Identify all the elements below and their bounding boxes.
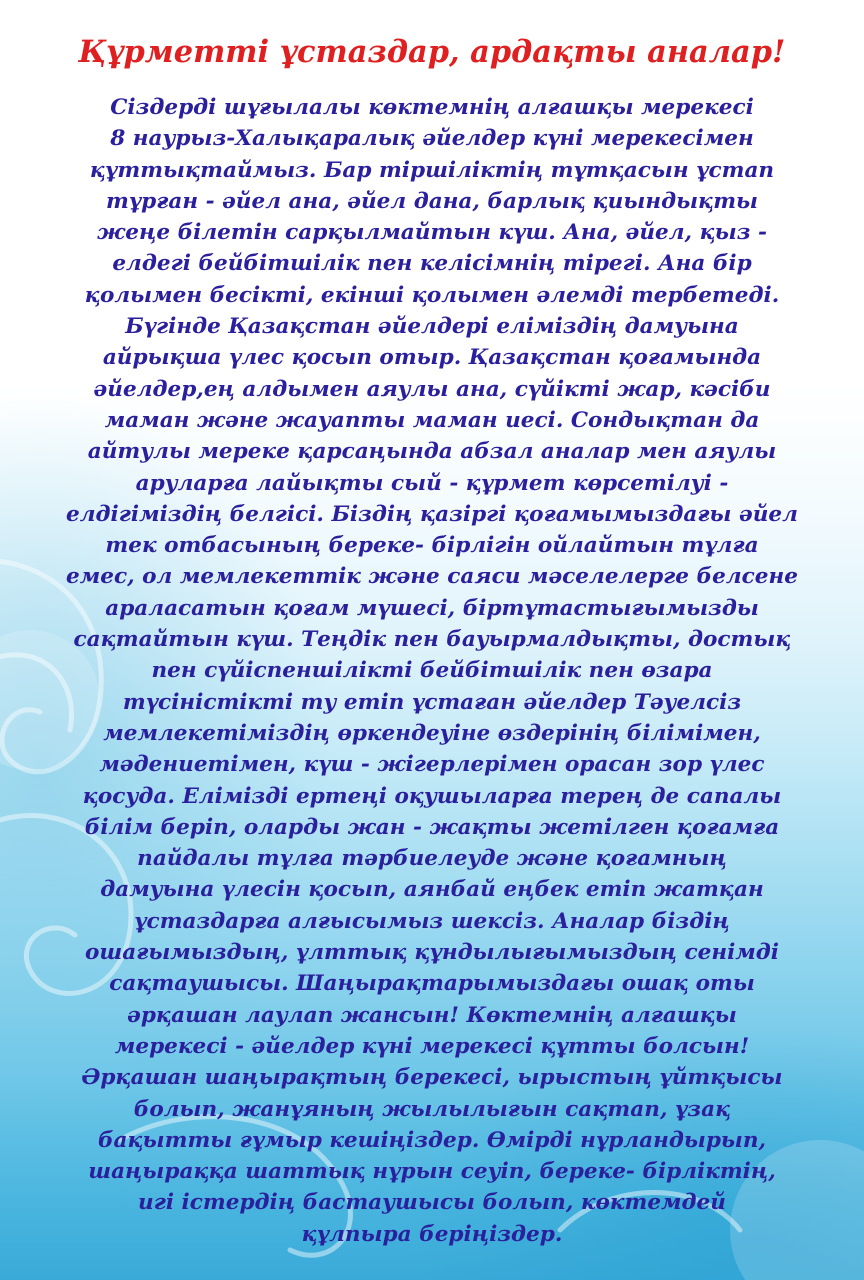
greeting-body-line: мерекесі - әйелдер күні мерекесі құтты болсын! xyxy=(114,1033,750,1059)
greeting-body-line: жеңе білетін сарқылмайтын күш. Ана, әйел, қыз - xyxy=(97,220,767,246)
greeting-body-line: игі істердің бастаушысы болып, көктемдей xyxy=(138,1190,726,1216)
greeting-body-line: араласатын қоғам мүшесі, біртұтастығымызды xyxy=(105,595,759,621)
greeting-body-line: айрықша үлес қосып отыр. Қазақстан қоғамында xyxy=(102,345,762,371)
greeting-body-line: Әрқашан шаңырақтың берекесі, ырыстың ұйтқысы xyxy=(81,1065,783,1091)
greeting-body-line: тек отбасының береке- бірлігін ойлайтын тұлға xyxy=(105,533,759,559)
greeting-body-line: қосуда. Елімізді ертеңі оқушыларға терең де сапалы xyxy=(82,783,782,809)
greeting-body-line: емес, ол мемлекеттік және саяси мәселелерге белсене xyxy=(66,564,798,590)
greeting-body-line: пайдалы тұлға тәрбиелеуде және қоғамның xyxy=(137,846,727,872)
greeting-body-line: мәдениетімен, күш - жігерлерімен орасан зор үлес xyxy=(99,752,765,778)
greeting-body-line: түсіністікті ту етіп ұстаған әйелдер Тәуелсіз xyxy=(122,689,742,715)
greeting-body-line: елдігіміздің белгісі. Біздің қазіргі қоғамымыздағы әйел xyxy=(66,501,798,527)
greeting-body-line: 8 наурыз-Халықаралық әйелдер күні мерекесімен xyxy=(110,126,754,152)
greeting-body-line: тұрған - әйел ана, әйел дана, барлық қиындықты xyxy=(105,188,758,214)
greeting-body-line: пен сүйіспеншілікті бейбітшілік пен өзара xyxy=(151,658,713,684)
greeting-title: Құрметті ұстаздар, ардақты аналар! xyxy=(78,34,786,70)
greeting-body-line: маман және жауапты маман иесі. Сондықтан да xyxy=(104,407,760,433)
greeting-body-line: сақтайтын күш. Теңдік пен бауырмалдықты, достық xyxy=(73,627,791,653)
greeting-body-line: ошағымыздың, ұлттық құндылығымыздың сенімді xyxy=(84,940,779,966)
greeting-body-line: бақытты ғұмыр кешіңіздер. Өмірді нұрландырып, xyxy=(97,1127,767,1153)
greeting-body-line: аруларға лайықты сый - құрмет көрсетілуі - xyxy=(135,470,729,496)
greeting-body-line: әйелдер,ең алдымен аяулы ана, сүйікті жар, кәсіби xyxy=(93,376,771,402)
greeting-body-line: елдегі бейбітшілік пен келісімнің тірегі. Ана бір xyxy=(112,251,752,277)
greeting-body-line: мемлекетіміздің өркендеуіне өздерінің білімімен, xyxy=(103,720,761,746)
greeting-body-line: қолымен бесікті, екінші қолымен әлемді тербетеді. xyxy=(84,282,780,308)
greeting-body-line: білім беріп, оларды жан - жақты жетілген қоғамға xyxy=(84,814,780,840)
greeting-body-line: шаңыраққа шаттық нұрын сеуіп, береке- бірліктің, xyxy=(88,1159,776,1185)
greeting-body-line: құттықтаймыз. Бар тіршіліктің тұтқасын ұстап xyxy=(89,157,775,183)
greeting-body-line: Сіздерді шұғылалы көктемнің алғашқы мерекесі xyxy=(110,95,754,120)
greeting-body-line: Бүгінде Қазақстан әйелдері еліміздің дамуына xyxy=(125,314,739,340)
greeting-body-line: айтулы мереке қарсаңында абзал аналар мен аяулы xyxy=(87,439,777,465)
greeting-body-line: болып, жанұяның жылылығын сақтап, ұзақ xyxy=(133,1096,731,1122)
greeting-body-line: құлпыра беріңіздер. xyxy=(301,1221,563,1247)
greeting-body xyxy=(0,92,864,1250)
greeting-body-line: сақтаушысы. Шаңырақтарымыздағы ошақ оты xyxy=(109,971,755,997)
greeting-body-line: әрқашан лаулап жансын! Көктемнің алғашқы xyxy=(127,1002,737,1028)
greeting-body-line: дамуына үлесін қосып, аянбай еңбек етіп жатқан xyxy=(100,877,764,903)
greeting-body-line: ұстаздарға алғысымыз шексіз. Аналар біздің xyxy=(134,908,730,934)
